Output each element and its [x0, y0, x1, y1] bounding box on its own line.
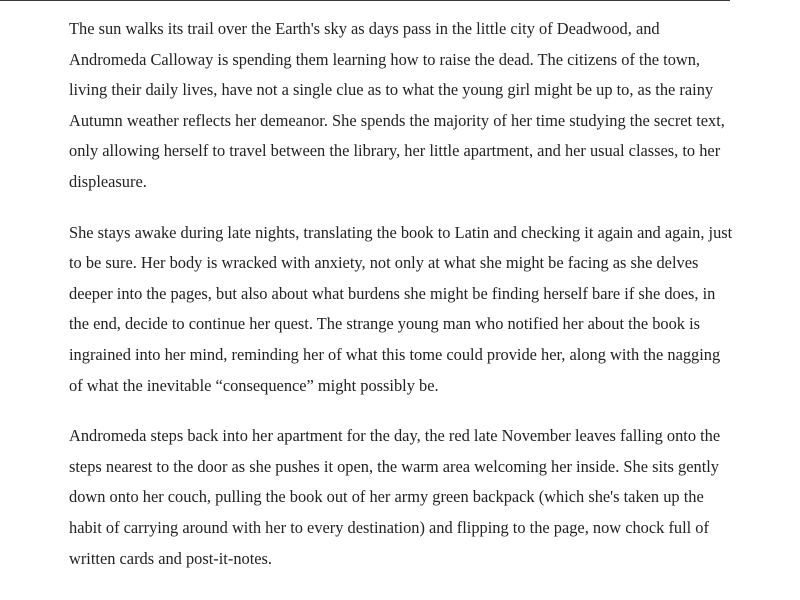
paragraph-3: Andromeda steps back into her apartment for the day, the red late November leaves falling onto the steps nearest to the door as she pushes it open, the warm area welcoming her inside. She sits gently down onto her couch, pulling the book out of her army green backpack (which she's taken up the habit of carrying around with her to every destination) and flipping to the page, now chock full of written cards and post-it-notes. [69, 426, 721, 568]
story-text [69, 14, 733, 594]
paragraph-2: She stays awake during late nights, translating the book to Latin and checking it again and again, just to be sure. Her body is wracked with anxiety, not only at what she might be facing as she delves deeper into the pages, but also about what burdens she might be finding herself bare if she does, in the end, decide to continue her quest. The strange young man who notified her about the book is ingrained into her mind, reminding her of what this tome could provide her, along with the nagging of what the inevitable “consequence” might possibly be. [69, 222, 733, 395]
top-divider [0, 0, 730, 1]
paragraph-1: The sun walks its trail over the Earth's sky as days pass in the little city of Deadwood, and Andromeda Calloway is spending them learning how to raise the dead. The citizens of the town, living their daily lives, have not a single clue as to what the young girl might be up to, as the rainy Autumn weather reflects her demeanor. She spends the majority of her time studying the secret text, only allowing herself to travel between the library, her little apartment, and her usual classes, to her displeasure. [69, 19, 725, 191]
